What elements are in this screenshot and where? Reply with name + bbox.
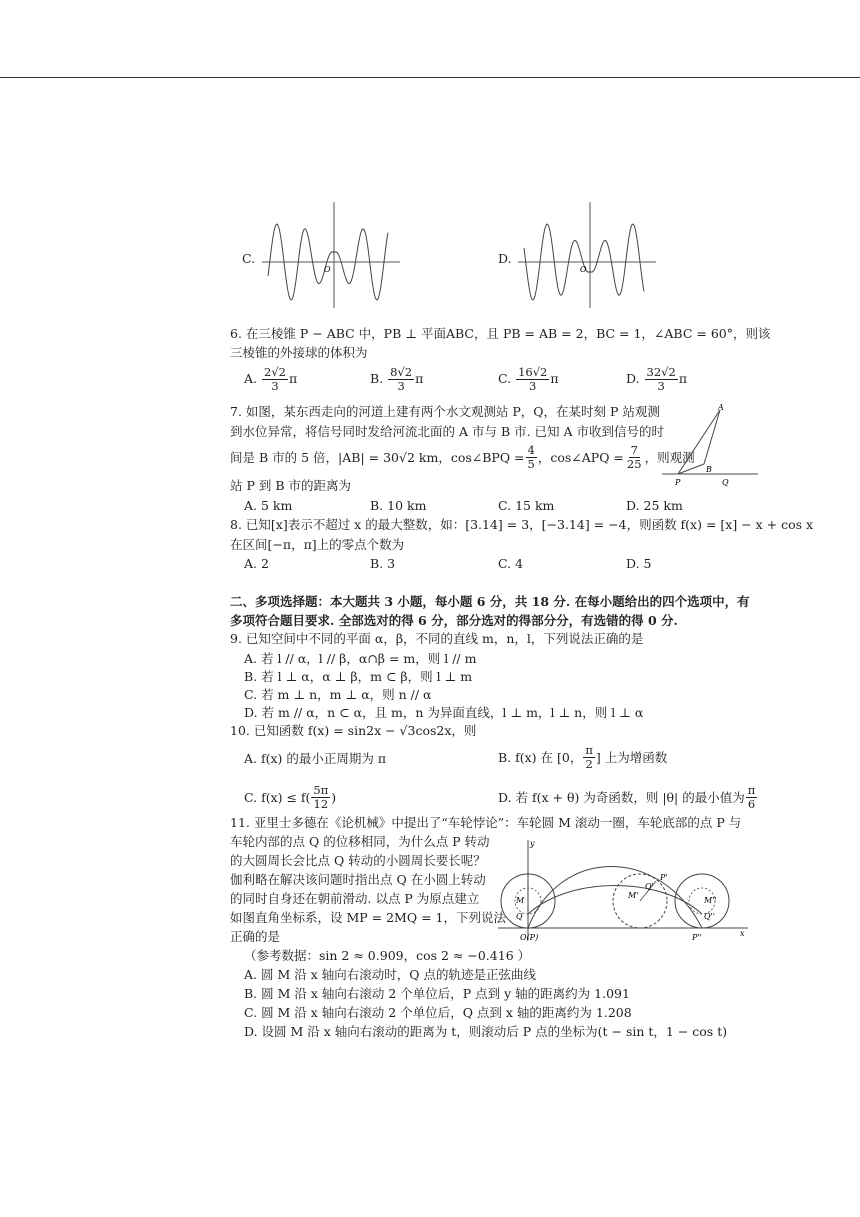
svg-text:A: A (718, 403, 724, 412)
q8-option-c: C. 4 (498, 556, 524, 571)
q7-line4: 站 P 到 B 市的距离为 (230, 478, 351, 493)
svg-text:Q: Q (722, 478, 729, 487)
q11-line3: 的大圆周长会比点 Q 转动的小圆周长要长呢？ (230, 853, 486, 868)
q6-option-a: A. $\frac{2√2}{3}$ π (244, 365, 298, 393)
svg-text:M'': M'' (704, 896, 717, 905)
q6-line2: 三棱锥的外接球的体积为 (230, 345, 368, 360)
q8-line2: 在区间[−π，π]上的零点个数为 (230, 537, 405, 552)
svg-text:P': P' (660, 873, 668, 882)
q11-line7: 正确的是 (230, 929, 281, 944)
graph-d (518, 200, 658, 310)
q7-line1: 7. 如图，某东西走向的河道上建有两个水文观测站 P，Q，在某时刻 P 站观测 (230, 404, 660, 419)
q7-option-c: C. 15 km (498, 498, 555, 513)
q7-line2: 到水位异常，将信号同时发给河流北面的 A 市与 B 市. 已知 A 市收到信号的时 (230, 424, 665, 439)
q8-option-a: A. 2 (244, 556, 269, 571)
q9-option-b: B. 若 l ⊥ α，α ⊥ β，m ⊂ β，则 l ⊥ m (244, 669, 473, 684)
q7-option-a: A. 5 km (244, 498, 293, 513)
svg-text:P'': P'' (692, 933, 702, 942)
q11-option-b: B. 圆 M 沿 x 轴向右滚动 2 个单位后，P 点到 y 轴的距离约为 1.091 (244, 986, 630, 1001)
svg-text:Q: Q (516, 912, 523, 921)
header-rule (0, 77, 860, 78)
q7-option-d: D. 25 km (626, 498, 683, 513)
svg-text:M: M (516, 896, 525, 905)
graph-c (262, 200, 402, 310)
section2-line2: 多项符合题目要求. 全部选对的得 6 分，部分选对的得部分分，有选错的得 0 分. (230, 613, 678, 628)
q6-line1: 6. 在三棱锥 P − ABC 中，PB ⊥ 平面ABC，且 PB = AB = 2，BC = 1，∠ABC = 60°，则该 (230, 326, 771, 341)
q11-option-d: D. 设圆 M 沿 x 轴向右滚动的距离为 t，则滚动后 P 点的坐标为(t − sin t，1 − cos t) (244, 1024, 728, 1039)
q9-stem: 9. 已知空间中不同的平面 α，β，不同的直线 m，n，l，下列说法正确的是 (230, 631, 644, 646)
svg-text:y: y (530, 839, 535, 848)
graph-c-label: C. (242, 251, 256, 266)
q9-option-d: D. 若 m // α，n ⊂ α，且 m，n 为异面直线，l ⊥ m，l ⊥ n，则 l ⊥ α (244, 705, 644, 720)
q6-option-d: D. $\frac{32√2}{3}$ π (626, 365, 688, 393)
svg-text:B: B (706, 465, 712, 474)
q11-option-a: A. 圆 M 沿 x 轴向右滚动时，Q 点的轨迹是正弦曲线 (244, 967, 536, 982)
q11-line6: 如图直角坐标系，设 MP = 2MQ = 1，下列说法 (230, 910, 506, 925)
q10-option-b: B. f(x) 在 [0， $\frac{\pi}{2}$ ] 上为增函数 (498, 743, 668, 771)
svg-text:x: x (740, 929, 745, 938)
q11-reference: （参考数据：sin 2 ≈ 0.909，cos 2 ≈ −0.416 ） (244, 948, 531, 963)
svg-text:Q': Q' (645, 882, 654, 891)
section2-line1: 二、多项选择题：本大题共 3 小题，每小题 6 分，共 18 分. 在每小题给出的四个选项中，有 (230, 594, 750, 609)
svg-text:P: P (675, 478, 681, 487)
q11-line2: 车轮内部的点 Q 的位移相同，为什么点 P 转动 (230, 834, 490, 849)
q9-option-a: A. 若 l // α，l // β，α∩β = m，则 l // m (244, 651, 477, 666)
q10-option-d: D. 若 f(x + θ) 为奇函数，则 |θ| 的最小值为 $\frac{\pi}{6}$ (498, 783, 756, 811)
svg-text:O(P): O(P) (520, 933, 539, 942)
q8-option-d: D. 5 (626, 556, 652, 571)
q7-option-b: B. 10 km (370, 498, 427, 513)
q8-option-b: B. 3 (370, 556, 396, 571)
q6-option-c: C. $\frac{16√2}{3}$ π (498, 365, 559, 393)
q10-option-a: A. f(x) 的最小正周期为 π (244, 751, 387, 766)
q11-line5: 的同时自身还在朝前滑动. 以点 P 为原点建立 (230, 891, 480, 906)
svg-text:Q'': Q'' (704, 912, 715, 921)
graph-c-origin: O (324, 265, 331, 274)
q6-option-b: B. $\frac{8√2}{3}$ π (370, 365, 424, 393)
q7-figure (660, 400, 760, 488)
q11-figure (490, 836, 752, 948)
graph-d-label: D. (498, 251, 512, 266)
q11-line1: 11. 亚里士多德在《论机械》中提出了“车轮悖论”：车轮圆 M 滚动一圈，车轮底部的点 P 与 (230, 815, 742, 830)
q9-option-c: C. 若 m ⊥ n，m ⊥ α，则 n // α (244, 687, 432, 702)
graph-d-origin: O (580, 265, 587, 274)
q10-stem: 10. 已知函数 f(x) = sin2x − √3cos2x，则 (230, 723, 477, 738)
q8-line1: 8. 已知[x]表示不超过 x 的最大整数，如：[3.14] = 3，[−3.14] = −4，则函数 f(x) = [x] − x + cos x (230, 517, 814, 532)
q7-line3: 间是 B 市的 5 倍，|AB| = 30√2 km，cos∠BPQ = $\frac{4}{5}$ ，cos∠APQ = $\frac{7}{25}$ ，则观测 (230, 443, 695, 471)
q11-option-c: C. 圆 M 沿 x 轴向右滚动 2 个单位后，Q 点到 x 轴的距离约为 1.208 (244, 1005, 632, 1020)
svg-text:M': M' (628, 891, 639, 900)
q10-option-c: C. f(x) ≤ f( $\frac{5\pi}{12}$ ) (244, 783, 337, 811)
q11-line4: 伽利略在解决该问题时指出点 Q 在小圆上转动 (230, 872, 486, 887)
